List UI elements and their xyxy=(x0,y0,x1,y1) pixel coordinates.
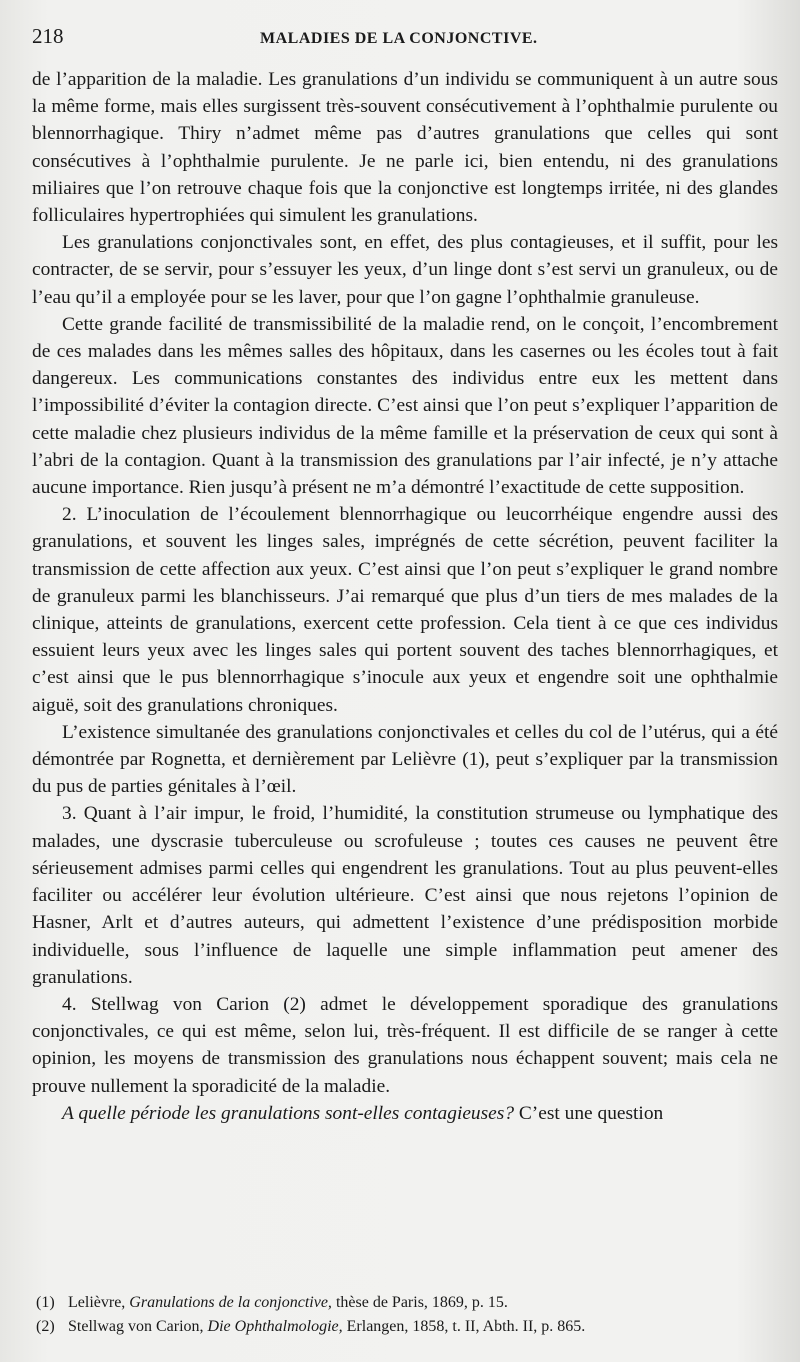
question-continuation: C’est une question xyxy=(514,1102,664,1124)
paragraph: de l’apparition de la maladie. Les granulations d’un individu se communiquent à un autre sous la même forme, mais elles surgissent très-souvent consécutivement à l’ophthalmie purulente ou blennorrhagique. Thiry n’admet même pas d’autres granulations que celles qui sont consécutives à l’ophthalmie purulente. Je ne parle ici, bien entendu, ni des granulations miliaires que l’on retrouve chaque fois que la conjonctive est longtemps irritée, ni des glandes folliculaires hypertrophiées qui simulent les granulations. xyxy=(32,69,778,227)
footnote-details: Erlangen, 1858, t. II, Abth. II, p. 865. xyxy=(346,1318,586,1335)
footnote-title: Die Ophthalmologie, xyxy=(207,1318,343,1335)
paragraph-question xyxy=(32,1100,778,1127)
footnote-title: Granulations de la conjonctive, xyxy=(129,1294,332,1311)
body-text xyxy=(32,66,778,1127)
italic-question: A quelle période les granulations sont-elles contagieuses? xyxy=(62,1102,515,1124)
page-number: 218 xyxy=(32,24,64,48)
paragraph: L’existence simultanée des granulations conjonctivales et celles du col de l’utérus, qui a été démontrée par Rognetta, et dernièrement par Lelièvre (1), peut s’expliquer par la transmission du pus de parties génitales à l’œil. xyxy=(32,721,778,798)
footnote-author: Lelièvre, xyxy=(68,1294,126,1311)
paragraph: 4. Stellwag von Carion (2) admet le développement sporadique des granulations conjonctivales, ce qui est même, selon lui, très-fréquent. Il est difficile de se ranger à cette opinion, les moyens de transmission des granulations nous échappent souvent; mais cela ne prouve nullement la sporadicité de la maladie. xyxy=(32,993,778,1097)
running-title: MALADIES DE LA CONJONCTIVE. xyxy=(260,30,538,47)
paragraph: 2. L’inoculation de l’écoulement blennorrhagique ou leucorrhéique engendre aussi des granulations, et souvent les linges sales, imprégnés de cette sécrétion, peuvent faciliter la transmission de cette affection aux yeux. C’est ainsi que l’on peut s’expliquer le grand nombre de granuleux parmi les blanchisseurs. J’ai remarqué que plus d’un tiers de mes malades de la clinique, atteints de granulations, exercent cette profession. Cela tient à ce que ces individus essuient leurs yeux avec les linges sales qui portent souvent des taches blennorrhagiques, et c’est ainsi que le pus blennorrhagique s’inocule aux yeux et engendre soit une ophthalmie aiguë, soit des granulations chroniques. xyxy=(32,504,778,716)
page-header xyxy=(32,24,778,60)
paragraph: Cette grande facilité de transmissibilité de la maladie rend, on le conçoit, l’encombrement de ces malades dans les mêmes salles des hôpitaux, dans les casernes ou les écoles tout à fait dangereux. Les communications constantes des individus entre eux les mettent dans l’impossibilité d’éviter la contagion directe. C’est ainsi que l’on peut s’expliquer l’apparition de cette maladie chez plusieurs individus de la même famille et la préservation de ceux qui sont à l’abri de la contagion. Quant à la transmission des granulations par l’air infecté, je n’y attache aucune importance. Rien jusqu’à présent ne m’a démontré l’exactitude de cette supposition. xyxy=(32,313,778,499)
footnote-author: Stellwag von Carion, xyxy=(68,1318,204,1335)
footnote xyxy=(32,1315,760,1339)
footnote xyxy=(32,1291,760,1315)
footnotes xyxy=(32,1291,760,1339)
paragraph: 3. Quant à l’air impur, le froid, l’humidité, la constitution strumeuse ou lymphatique des malades, une dyscrasie tuberculeuse ou scrofuleuse ; toutes ces causes ne peuvent être sérieusement admises parmi celles qui engendrent les granulations. Tout au plus peuvent-elles faciliter ou accélérer leur évolution ultérieure. C’est ainsi que nous rejetons l’opinion de Hasner, Arlt et d’autres auteurs, qui admettent l’existence d’une prédisposition morbide individuelle, sous l’influence de laquelle une simple inflammation peut amener des granulations. xyxy=(32,803,778,988)
paragraph: Les granulations conjonctivales sont, en effet, des plus contagieuses, et il suffit, pour les contracter, de se servir, pour s’essuyer les yeux, d’un linge dont s’est servi un granuleux, ou de l’eau qu’il a employée pour se les laver, pour que l’on gagne l’ophthalmie granuleuse. xyxy=(32,232,778,308)
footnote-number: (1) xyxy=(36,1294,55,1311)
footnote-details: thèse de Paris, 1869, p. 15. xyxy=(335,1294,508,1311)
footnote-number: (2) xyxy=(36,1318,55,1335)
